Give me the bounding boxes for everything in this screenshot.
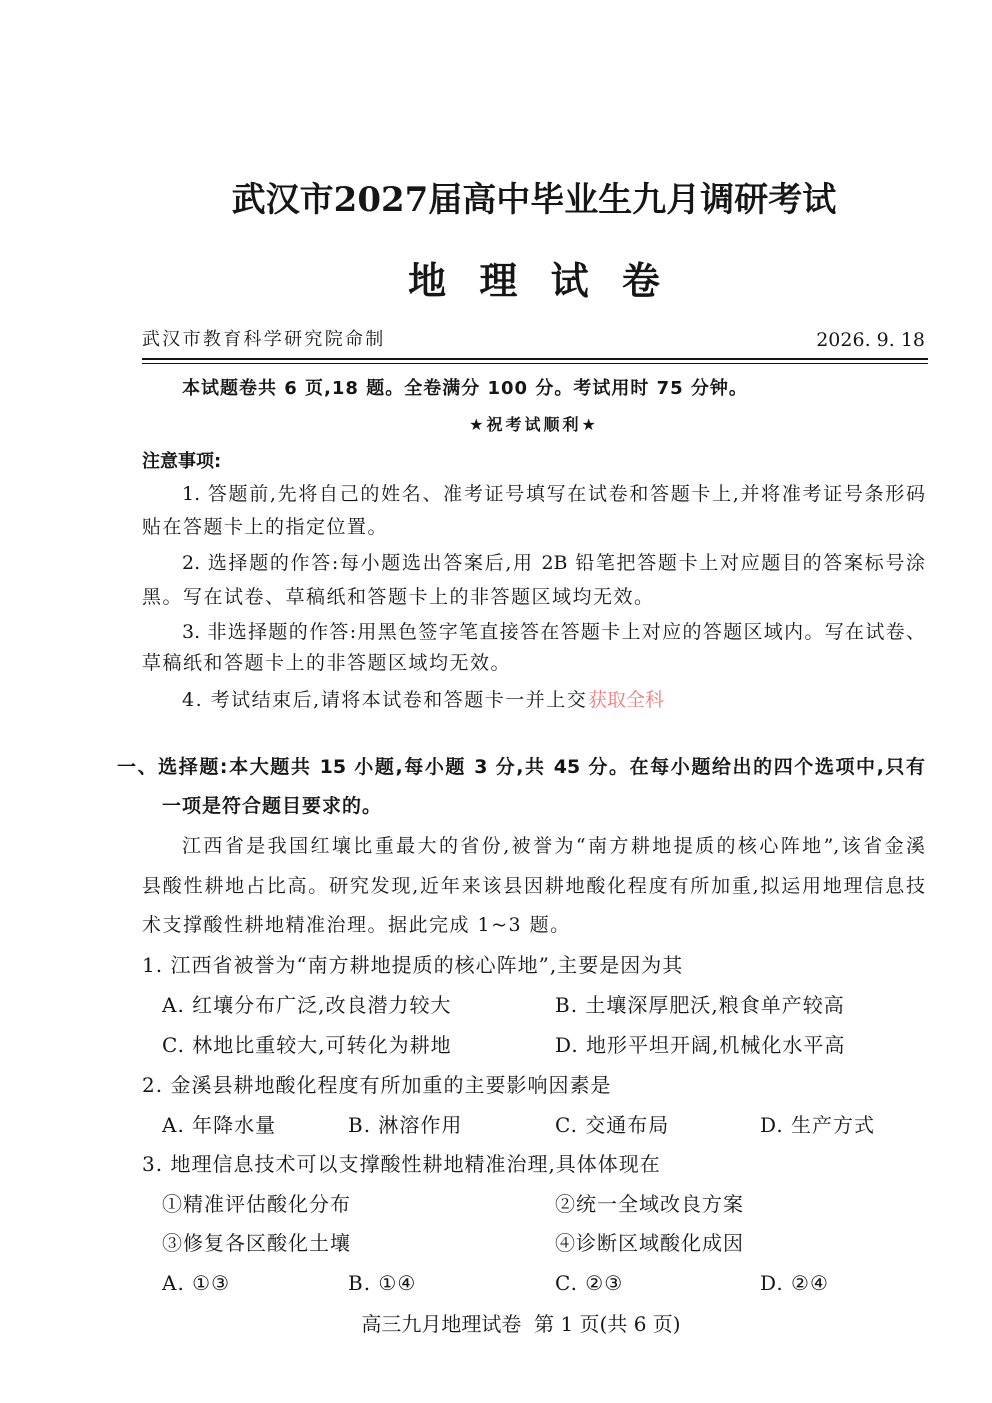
note-2-line-1: 2. 选择题的作答:每小题选出答案后,用 2B 铅笔把答题卡上对应题目的答案标号涂 [182,552,925,574]
question-2-option-d: D. 生产方式 [760,1113,876,1137]
header-rule [142,358,928,360]
question-3-statement-1: ①精准评估酸化分布 [162,1192,351,1216]
question-1-option-c: C. 林地比重较大,可转化为耕地 [162,1033,452,1057]
passage-line-2: 县酸性耕地占比高。研究发现,近年来该县因耕地酸化程度有所加重,拟运用地理信息技 [142,875,925,897]
question-2-option-b: B. 淋溶作用 [348,1113,463,1137]
exam-title: 武汉市2027届高中毕业生九月调研考试 [231,180,837,220]
exam-info: 本试题卷共 6 页,18 题。全卷满分 100 分。考试用时 75 分钟。 [182,378,748,399]
note-2-line-2: 黑。写在试卷、草稿纸和答题卡上的非答题区域均无效。 [142,586,655,608]
page-footer: 高三九月地理试卷 第 1 页(共 6 页) [361,1312,681,1336]
exam-date: 2026. 9. 18 [816,329,925,351]
question-2-stem: 2. 金溪县耕地酸化程度有所加重的主要影响因素是 [142,1073,612,1097]
header-rule-thin [142,363,928,364]
question-3-statement-2: ②统一全域改良方案 [555,1192,744,1216]
section-heading-line-2: 一项是符合题目要求的。 [162,795,383,817]
question-1-option-a: A. 红壤分布广泛,改良潜力较大 [162,993,452,1017]
question-1-option-d: D. 地形平坦开阔,机械化水平高 [555,1033,846,1057]
note-3-line-1: 3. 非选择题的作答:用黑色签字笔直接答在答题卡上对应的答题区域内。写在试卷、 [182,621,925,643]
watermark-text: 获取全科 [588,689,665,711]
question-1-stem: 1. 江西省被誉为“南方耕地提质的核心阵地”,主要是因为其 [142,953,684,977]
exam-subject: 地 理 试 卷 [408,259,670,303]
passage-line-1: 江西省是我国红壤比重最大的省份,被誉为“南方耕地提质的核心阵地”,该省金溪 [182,835,925,857]
question-3-option-b: B. ①④ [348,1271,417,1295]
question-3-stem: 3. 地理信息技术可以支撑酸性耕地精准治理,具体体现在 [142,1152,661,1176]
question-3-option-d: D. ②④ [760,1271,829,1295]
note-1-line-2: 贴在答题卡上的指定位置。 [142,516,389,538]
note-4-line-1: 4. 考试结束后,请将本试卷和答题卡一并上交 [182,689,588,711]
question-3-option-a: A. ①③ [162,1271,231,1295]
notes-heading: 注意事项: [142,451,222,472]
good-luck-line: ★祝考试顺利★ [469,415,599,434]
section-heading-line-1: 一、选择题:本大题共 15 小题,每小题 3 分,共 45 分。在每小题给出的四个选项中,只有 [117,756,925,778]
question-2-option-a: A. 年降水量 [162,1113,277,1137]
note-1-line-1: 1. 答题前,先将自己的姓名、准考证号填写在试卷和答题卡上,并将准考证号条形码 [182,483,925,505]
publisher: 武汉市教育科学研究院命制 [142,329,386,350]
question-3-statement-3: ③修复各区酸化土壤 [162,1231,351,1255]
question-3-option-c: C. ②③ [555,1271,624,1295]
question-3-statement-4: ④诊断区域酸化成因 [555,1231,744,1255]
note-3-line-2: 草稿纸和答题卡上的非答题区域均无效。 [142,652,512,674]
question-2-option-c: C. 交通布局 [555,1113,670,1137]
question-1-option-b: B. 土壤深厚肥沃,粮食单产较高 [555,993,845,1017]
passage-line-3: 术支撑酸性耕地精准治理。据此完成 1~3 题。 [142,914,571,936]
